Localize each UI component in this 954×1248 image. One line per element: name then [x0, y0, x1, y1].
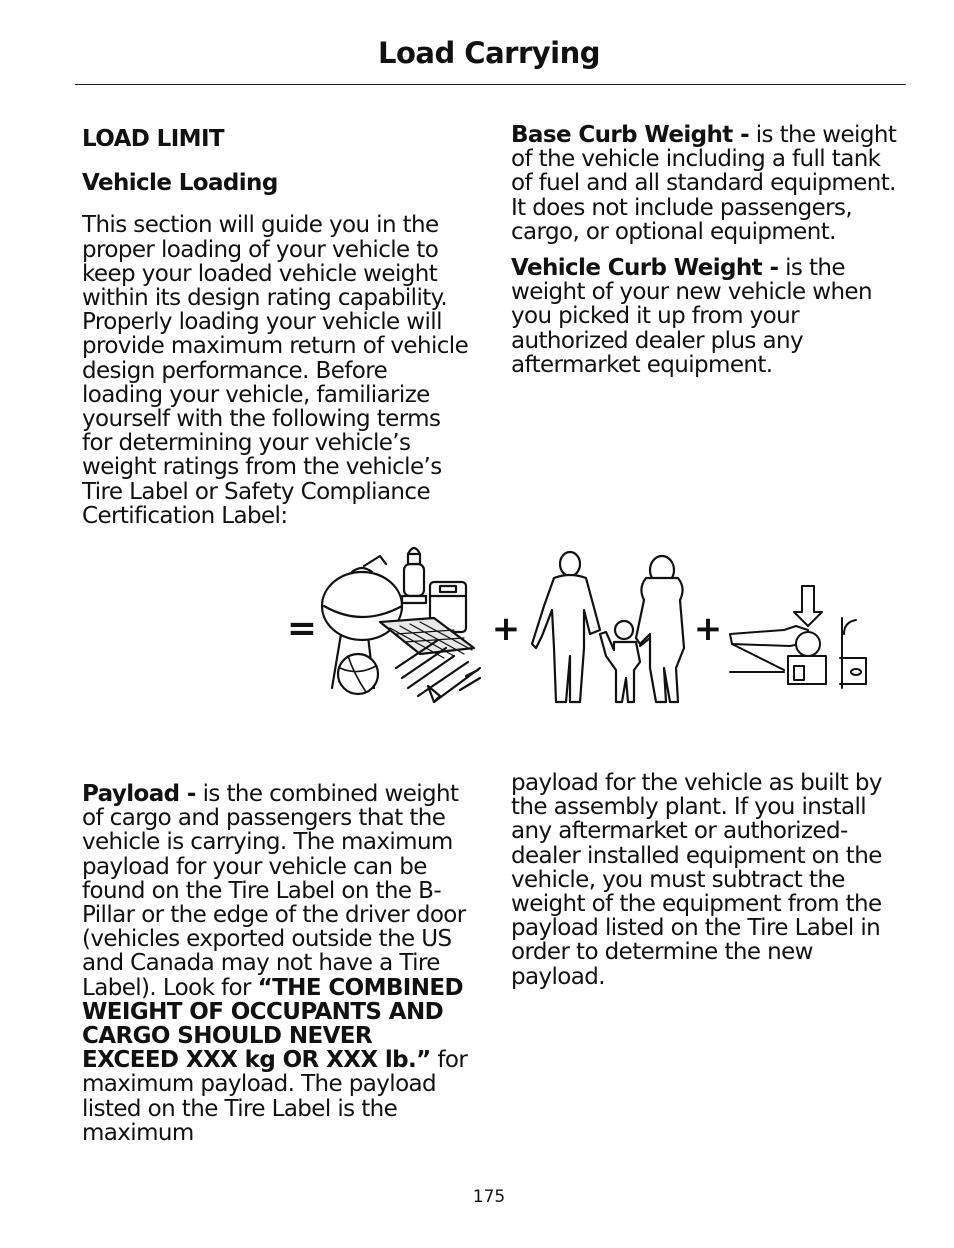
left-column-top: [82, 123, 474, 540]
section-heading: LOAD LIMIT: [82, 126, 225, 152]
passengers-icon: [532, 552, 684, 702]
payload-column-right: [511, 771, 906, 1001]
base-curb-weight-paragraph: [511, 123, 906, 244]
payload-warning: “THE COMBINED WEIGHT OF OCCUPANTS AND CARGO SHOULD NEVER EXCEED XXX kg OR XXX lb.”: [82, 974, 464, 1074]
payload-text-1: is the combined weight of cargo and passengers that the vehicle is carrying. The maximum payload for your vehicle can be found on the Tire Label on the B-Pillar or the edge of the driver door (vehicles exported outside the US and Canada may not have a Tire Label). Look for: [82, 781, 466, 1001]
plus-sign-2: +: [693, 609, 723, 649]
page-title: Load Carrying: [377, 36, 601, 70]
vehicle-curb-weight-paragraph: [511, 256, 906, 377]
subheading: Vehicle Loading: [82, 170, 278, 197]
title-divider: [75, 84, 906, 85]
payload-term: Payload -: [82, 781, 196, 807]
payload-continuation: payload for the vehicle as built by the assembly plant. If you install any aftermarket or authorized-dealer installed equipment on the vehicle, you must subtract the weight of the equipment from the payload listed on the Tire Label in order to determine the new payload.: [511, 770, 882, 990]
right-column-top: [511, 123, 906, 389]
base-curb-weight-text: is the weight of the vehicle including a full tank of fuel and all standard equipment. It does not include passengers, cargo, or optional equipment.: [511, 122, 897, 245]
vehicle-curb-weight-term: Vehicle Curb Weight -: [511, 255, 779, 282]
equals-sign: =: [286, 608, 318, 649]
plus-sign-1: +: [491, 609, 521, 649]
base-curb-weight-term: Base Curb Weight -: [511, 122, 750, 148]
payload-paragraph: [82, 782, 474, 1145]
page-number: 175: [472, 1187, 506, 1207]
payload-text-2: for maximum payload. The payload listed on the Tire Label is the maximum: [82, 1047, 468, 1146]
trailer-hitch-icon: [730, 586, 866, 688]
vehicle-curb-weight-text: is the weight of your new vehicle when you picked it up from your authorized dealer plus any aftermarket equipment.: [511, 255, 872, 378]
payload-column-left: [82, 782, 474, 1157]
cargo-icon: [322, 548, 480, 702]
payload-illustration: [284, 538, 874, 710]
intro-paragraph: This section will guide you in the proper loading of your vehicle to keep your loaded vehicle weight within its design rating capability. Properly loading your vehicle will provide maximum return of vehicle design performance. Before loading your vehicle, familiarize yourself with the following terms for determining your vehicle’s weight ratings from the vehicle’s Tire Label or Safety Compliance Certification Label:: [82, 212, 469, 529]
